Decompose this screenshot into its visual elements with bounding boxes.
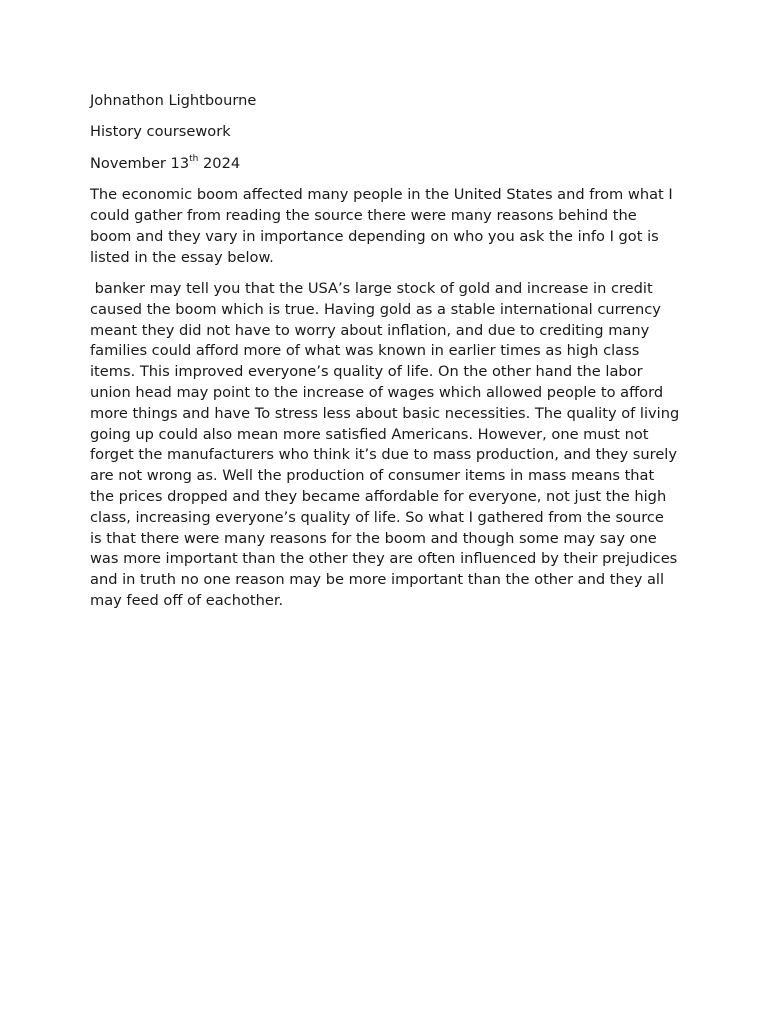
document-body (90, 91, 684, 622)
date-prefix: November 13 (90, 154, 190, 172)
date-ordinal-suffix: th (189, 153, 199, 164)
intro-paragraph: The economic boom affected many people in the United States and from what I could gather from reading the source there were many reasons behind the boom and they vary in importance depending on who you ask the info I got is listed in the essay below. (90, 186, 673, 266)
author-name: Johnathon Lightbourne (90, 92, 257, 109)
course-title: History coursework (90, 123, 231, 141)
body-paragraph: banker may tell you that the USA’s large stock of gold and increase in credit caused the boom which is true. Having gold as a stable international currency meant they did not have to worry about inflation, and due to crediting many families could afford more of what was known in earlier times as high class items. This improved everyone’s quality of life. On the other hand the labor union head may point to the increase of wages which allowed people to afford more things and have To stress less about basic necessities. The quality of living going up could also mean more satisfied Americans. However, one must not forget the manufacturers who think it’s due to mass production, and they surely are not wrong as. Well the production of consumer items in mass means that the prices dropped and they became affordable for everyone, not just the high class, increasing everyone’s quality of life. So what I gathered from the source is that there were many reasons for the boom and though some may say one was more important than the other they are often influenced by their prejudices and in truth no one reason may be more important than the other and they all may feed off of eachother. (90, 279, 684, 609)
document-date (90, 154, 680, 175)
date-year: 2024 (198, 154, 241, 172)
